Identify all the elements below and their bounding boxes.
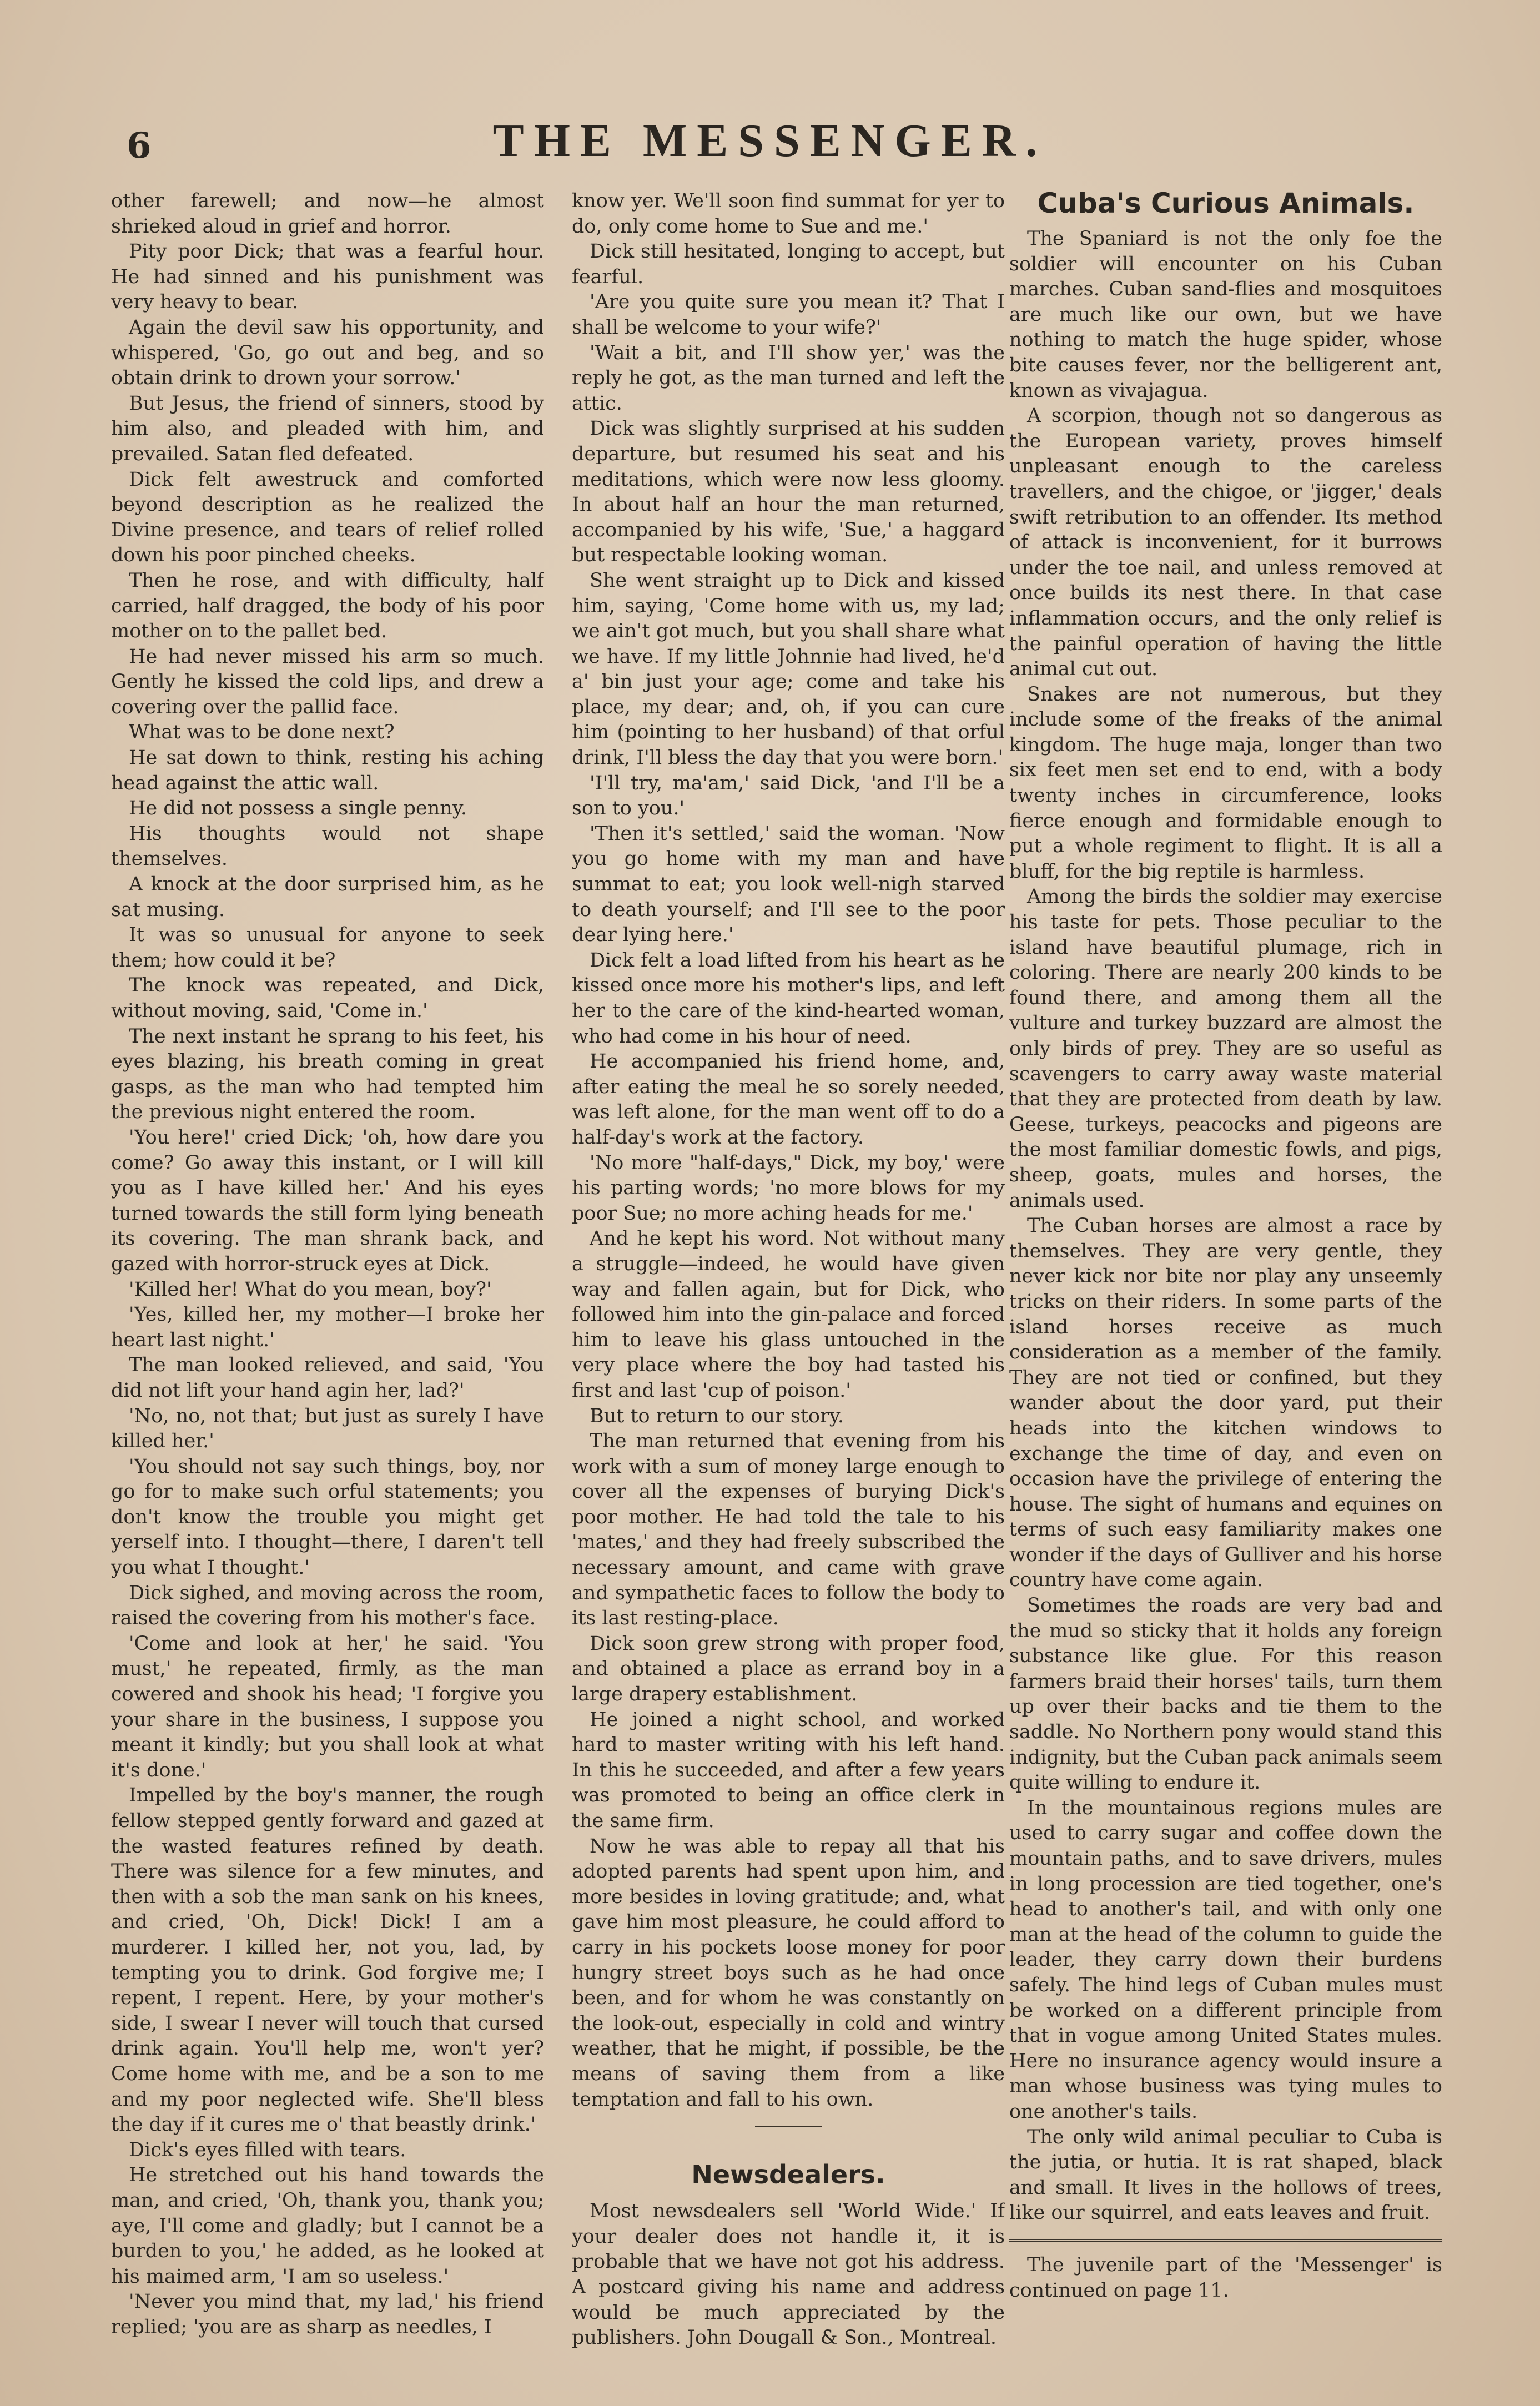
paragraph: Dick was slightly surprised at his sudden departure, but resumed his seat and his meditations, which were now less gloomy. In about half an hour the man returned, accompanied by his wife, 'Sue,' a haggard but respectable looking woman.	[572, 417, 1005, 567]
newsdealers-text: Most newsdealers sell 'World Wide.' If your dealer does not handle it, it is probable that we have not got his address. A postcard giving his name and address would be much appreciated by the publishers. John Dougall & Son., Montreal.	[572, 2200, 1005, 2349]
paragraph: Pity poor Dick; that was a fearful hour. He had sinned and his punishment was very heavy to bear.	[111, 240, 544, 314]
paragraph: He accompanied his friend home, and, after eating the meal he so sorely needed, was left alone, for the man went off to do a half-day's work at the factory.	[572, 1050, 1005, 1149]
paragraph: Dick still hesitated, longing to accept, but fearful.	[572, 240, 1005, 288]
paragraph: In the mountainous regions mules are used to carry sugar and coffee down the mountain paths, and to save drivers, mules in long procession are tied together, one's head to another's tail, and with only one man at the head of the column to guide the leader, they carry down their burdens safely. The hind legs of Cuban mules must be worked on a different principle from that in vogue among United States mules. Here no insurance agency would insure a man whose business was tying mules to one another's tails.	[1009, 1796, 1442, 2123]
footer-note: The juvenile part of the 'Messenger' is continued on page 11.	[1009, 2253, 1442, 2302]
paragraph: other farewell; and now—he almost shrieked aloud in grief and horror.	[111, 190, 544, 238]
paragraph: She went straight up to Dick and kissed him, saying, 'Come home with us, my lad; we ain't got much, but you shall share what we have. If my little Johnnie had lived, he'd a' bin just your age; come and take his place, my dear; and, oh, if you can cure him (pointing to her husband) of that orful drink, I'll bless the day that you were born.'	[572, 569, 1005, 769]
paragraph: Dick felt awestruck and comforted beyond description as he realized the Divine presence, and tears of relief rolled down his poor pinched cheeks.	[111, 468, 544, 567]
paragraph: The man returned that evening from his work with a sum of money large enough to cover all the expenses of burying Dick's poor mother. He had told the tale to his 'mates,' and they had freely subscribed the necessary amount, and came with grave and sympathetic faces to follow the body to its last resting-place.	[572, 1430, 1005, 1630]
paragraph: The man looked relieved, and said, 'You did not lift your hand agin her, lad?'	[111, 1354, 544, 1402]
paragraph: know yer. We'll soon find summat for yer to do, only come home to Sue and me.'	[572, 190, 1005, 238]
paragraph: 'No, no, not that; but just as surely I have killed her.'	[111, 1405, 544, 1453]
paragraph: The next instant he sprang to his feet, his eyes blazing, his breath coming in great gasps, as the man who had tempted him the previous night entered the room.	[111, 1025, 544, 1124]
paragraph: Dick's eyes filled with tears.	[129, 2138, 406, 2161]
masthead-title: THE MESSENGER.	[492, 115, 1048, 167]
cuba-article-title: Cuba's Curious Animals.	[1037, 189, 1415, 219]
paragraph: The Cuban horses are almost a race by themselves. They are very gentle, they never kick nor bite nor play any unseemly tricks on their riders. In some parts of the island horses receive as much consideration as a member of the family. They are not tied or confined, but they wander about the door yard, put their heads into the kitchen windows to exchange the time of day, and even on occasion have the privilege of entering the house. The sight of humans and equines on terms of such easy familiarity makes one wonder if the days of Gulliver and his horse country have come again.	[1009, 1215, 1442, 1592]
paragraph: Dick sighed, and moving across the room, raised the covering from his mother's face.	[111, 1582, 544, 1630]
paragraph: 'You here!' cried Dick; 'oh, how dare you come? Go away this instant, or I will kill you as I have killed her.' And his eyes turned towards the still form lying beneath its covering. The man shrank back, and gazed with horror-struck eyes at Dick.	[111, 1126, 544, 1275]
paragraph: But to return to our story.	[590, 1405, 844, 1427]
paragraph: 'Killed her! What do you mean, boy?'	[129, 1278, 492, 1301]
paragraph: He joined a night school, and worked hard to master writing with his left hand. In this he succeeded, and after a few years was promoted to being an office clerk in the same firm.	[572, 1708, 1005, 1832]
page-number: 6	[127, 125, 152, 167]
paragraph: What was to be done next?	[129, 721, 395, 744]
column-cuba	[1009, 189, 1442, 2382]
paragraph: The knock was repeated, and Dick, without moving, said, 'Come in.'	[111, 974, 544, 1022]
paragraph: 'Then it's settled,' said the woman. 'Now you go home with my man and have summat to eat; you look well-nigh starved to death yourself; and I'll see to the poor dear lying here.'	[572, 822, 1005, 947]
paragraph: A knock at the door surprised him, as he sat musing.	[111, 873, 544, 921]
paragraph: 'Come and look at her,' he said. 'You must,' he repeated, firmly, as the man cowered and shook his head; 'I forgive you your share in the business, I suppose you meant it kindly; but you shall look at what it's done.'	[111, 1632, 544, 1781]
paragraph: He stretched out his hand towards the man, and cried, 'Oh, thank you, thank you; aye, I'll come and gladly; but I cannot be a burden to you,' he added, as he looked at his maimed arm, 'I am so useless.'	[111, 2164, 544, 2288]
paragraph: Among the birds the soldier may exercise his taste for pets. Those peculiar to the island have beautiful plumage, rich in coloring. There are nearly 200 kinds to be found there, and among them all the vulture and turkey buzzard are almost the only birds of prey. They are so useful as scavengers to carry away waste material that they are protected from death by law. Geese, turkeys, peacocks and pigeons are the most familiar domestic fowls, and pigs, sheep, goats, mules and horses, the animals used.	[1009, 885, 1442, 1212]
paragraph: Then he rose, and with difficulty, half carried, half dragged, the body of his poor mother on to the pallet bed.	[111, 569, 544, 643]
paragraph: A scorpion, though not so dangerous as the European variety, proves himself unpleasant enough to the careless travellers, and the chigoe, or 'jigger,' deals swift retribution to an offender. Its method of attack is inconvenient, for it burrows under the toe nail, and unless removed at once builds its nest there. In that case inflammation occurs, and the only relief is the painful operation of having the little animal cut out.	[1009, 405, 1442, 681]
paragraph: It was so unusual for anyone to seek them; how could it be?	[111, 924, 544, 972]
paragraph: He had never missed his arm so much. Gently he kissed the cold lips, and drew a covering over the pallid face.	[111, 645, 544, 718]
paragraph: 'Are you quite sure you mean it? That I shall be welcome to your wife?'	[572, 291, 1005, 339]
paragraph: Again the devil saw his opportunity, and whispered, 'Go, go out and beg, and so obtain drink to drown your sorrow.'	[111, 316, 544, 390]
paragraph: His thoughts would not shape themselves.	[111, 822, 544, 870]
newsdealers-title: Newsdealers.	[691, 2160, 885, 2190]
paragraph: 'Yes, killed her, my mother—I broke her heart last night.'	[111, 1303, 544, 1351]
column-story-right	[572, 189, 1005, 2382]
section-divider	[755, 2126, 822, 2127]
paragraph: And he kept his word. Not without many a struggle—indeed, he would have given way and fallen again, but for Dick, who followed him into the gin-palace and forced him to leave his glass untouched in the very place where the boy had tasted his first and last 'cup of poison.'	[572, 1227, 1005, 1402]
paragraph: The Spaniard is not the only foe the soldier will encounter on his Cuban marches. Cuban sand-flies and mosquitoes are much like our own, but we have nothing to match the huge spider, whose bite causes fever, nor the belligerent ant, known as vivajagua.	[1009, 228, 1442, 402]
paragraph: The only wild animal peculiar to Cuba is the jutia, or hutia. It is rat shaped, black and small. It lives in the hollows of trees, like our squirrel, and eats leaves and fruit.	[1009, 2126, 1442, 2224]
paragraph: 'No more "half-days," Dick, my boy,' were his parting words; 'no more blows for my poor Sue; no more aching heads for me.'	[572, 1151, 1005, 1225]
paragraph: 'Never you mind that, my lad,' his friend replied; 'you are as sharp as needles, I	[111, 2291, 544, 2338]
paragraph: Dick felt a load lifted from his heart as he kissed once more his mother's lips, and left her to the care of the kind-hearted woman, who had come in his hour of need.	[572, 949, 1005, 1048]
paragraph: Sometimes the roads are very bad and the mud so sticky that it holds any foreign substance like glue. For this reason farmers braid their horses' tails, turn them up over their backs and tie them to the saddle. No Northern pony would stand this indignity, but the Cuban pack animals seem quite willing to endure it.	[1009, 1594, 1442, 1794]
paragraph: Snakes are not numerous, but they include some of the freaks of the animal kingdom. The huge maja, longer than two six feet men set end to end, with a body twenty inches in circumference, looks fierce enough and formidable enough to put a whole regiment to flight. It is all a bluff, for the big reptile is harmless.	[1009, 683, 1442, 883]
column-story-left	[111, 189, 544, 2382]
paragraph: Dick soon grew strong with proper food, and obtained a place as errand boy in a large drapery establishment.	[572, 1632, 1005, 1706]
paragraph: 'Wait a bit, and I'll show yer,' was the reply he got, as the man turned and left the attic.	[572, 341, 1005, 415]
cuba-article-body	[1009, 226, 1442, 2226]
paragraph: Now he was able to repay all that his adopted parents had spent upon him, and more besides in loving gratitude; and, what gave him most pleasure, he could afford to carry in his pockets loose money for poor hungry street boys such as he had once been, and for whom he was constantly on the look-out, especially in cold and wintry weather, that he might, if possible, be the means of saving them from a like temptation and fall to his own.	[572, 1835, 1005, 2111]
page-header	[0, 114, 1540, 186]
paragraph: 'I'll try, ma'am,' said Dick, 'and I'll be a son to you.'	[572, 772, 1005, 820]
paragraph: 'You should not say such things, boy, nor go for to make such orful statements; you don't know the trouble you might get yerself into. I thought—there, I daren't tell you what I thought.'	[111, 1455, 544, 1579]
paragraph: He did not possess a single penny.	[129, 797, 467, 820]
paragraph: Impelled by the boy's manner, the rough fellow stepped gently forward and gazed at the wasted features refined by death. There was silence for a few minutes, and then with a sob the man sank on his knees, and cried, 'Oh, Dick! Dick! I am a murderer. I killed her, not you, lad, by tempting you to drink. God forgive me; I repent, I repent. Here, by your mother's side, I swear I never will touch that cursed drink again. You'll help me, won't yer? Come home with me, and be a son to me and my poor neglected wife. She'll bless the day if it cures me o' that beastly drink.'	[111, 1784, 544, 2136]
footer-divider	[1009, 2239, 1442, 2242]
paragraph: But Jesus, the friend of sinners, stood by him also, and pleaded with him, and prevailed. Satan fled defeated.	[111, 392, 544, 465]
paragraph: He sat down to think, resting his aching head against the attic wall.	[111, 747, 544, 794]
story-continuation	[572, 189, 1005, 2112]
